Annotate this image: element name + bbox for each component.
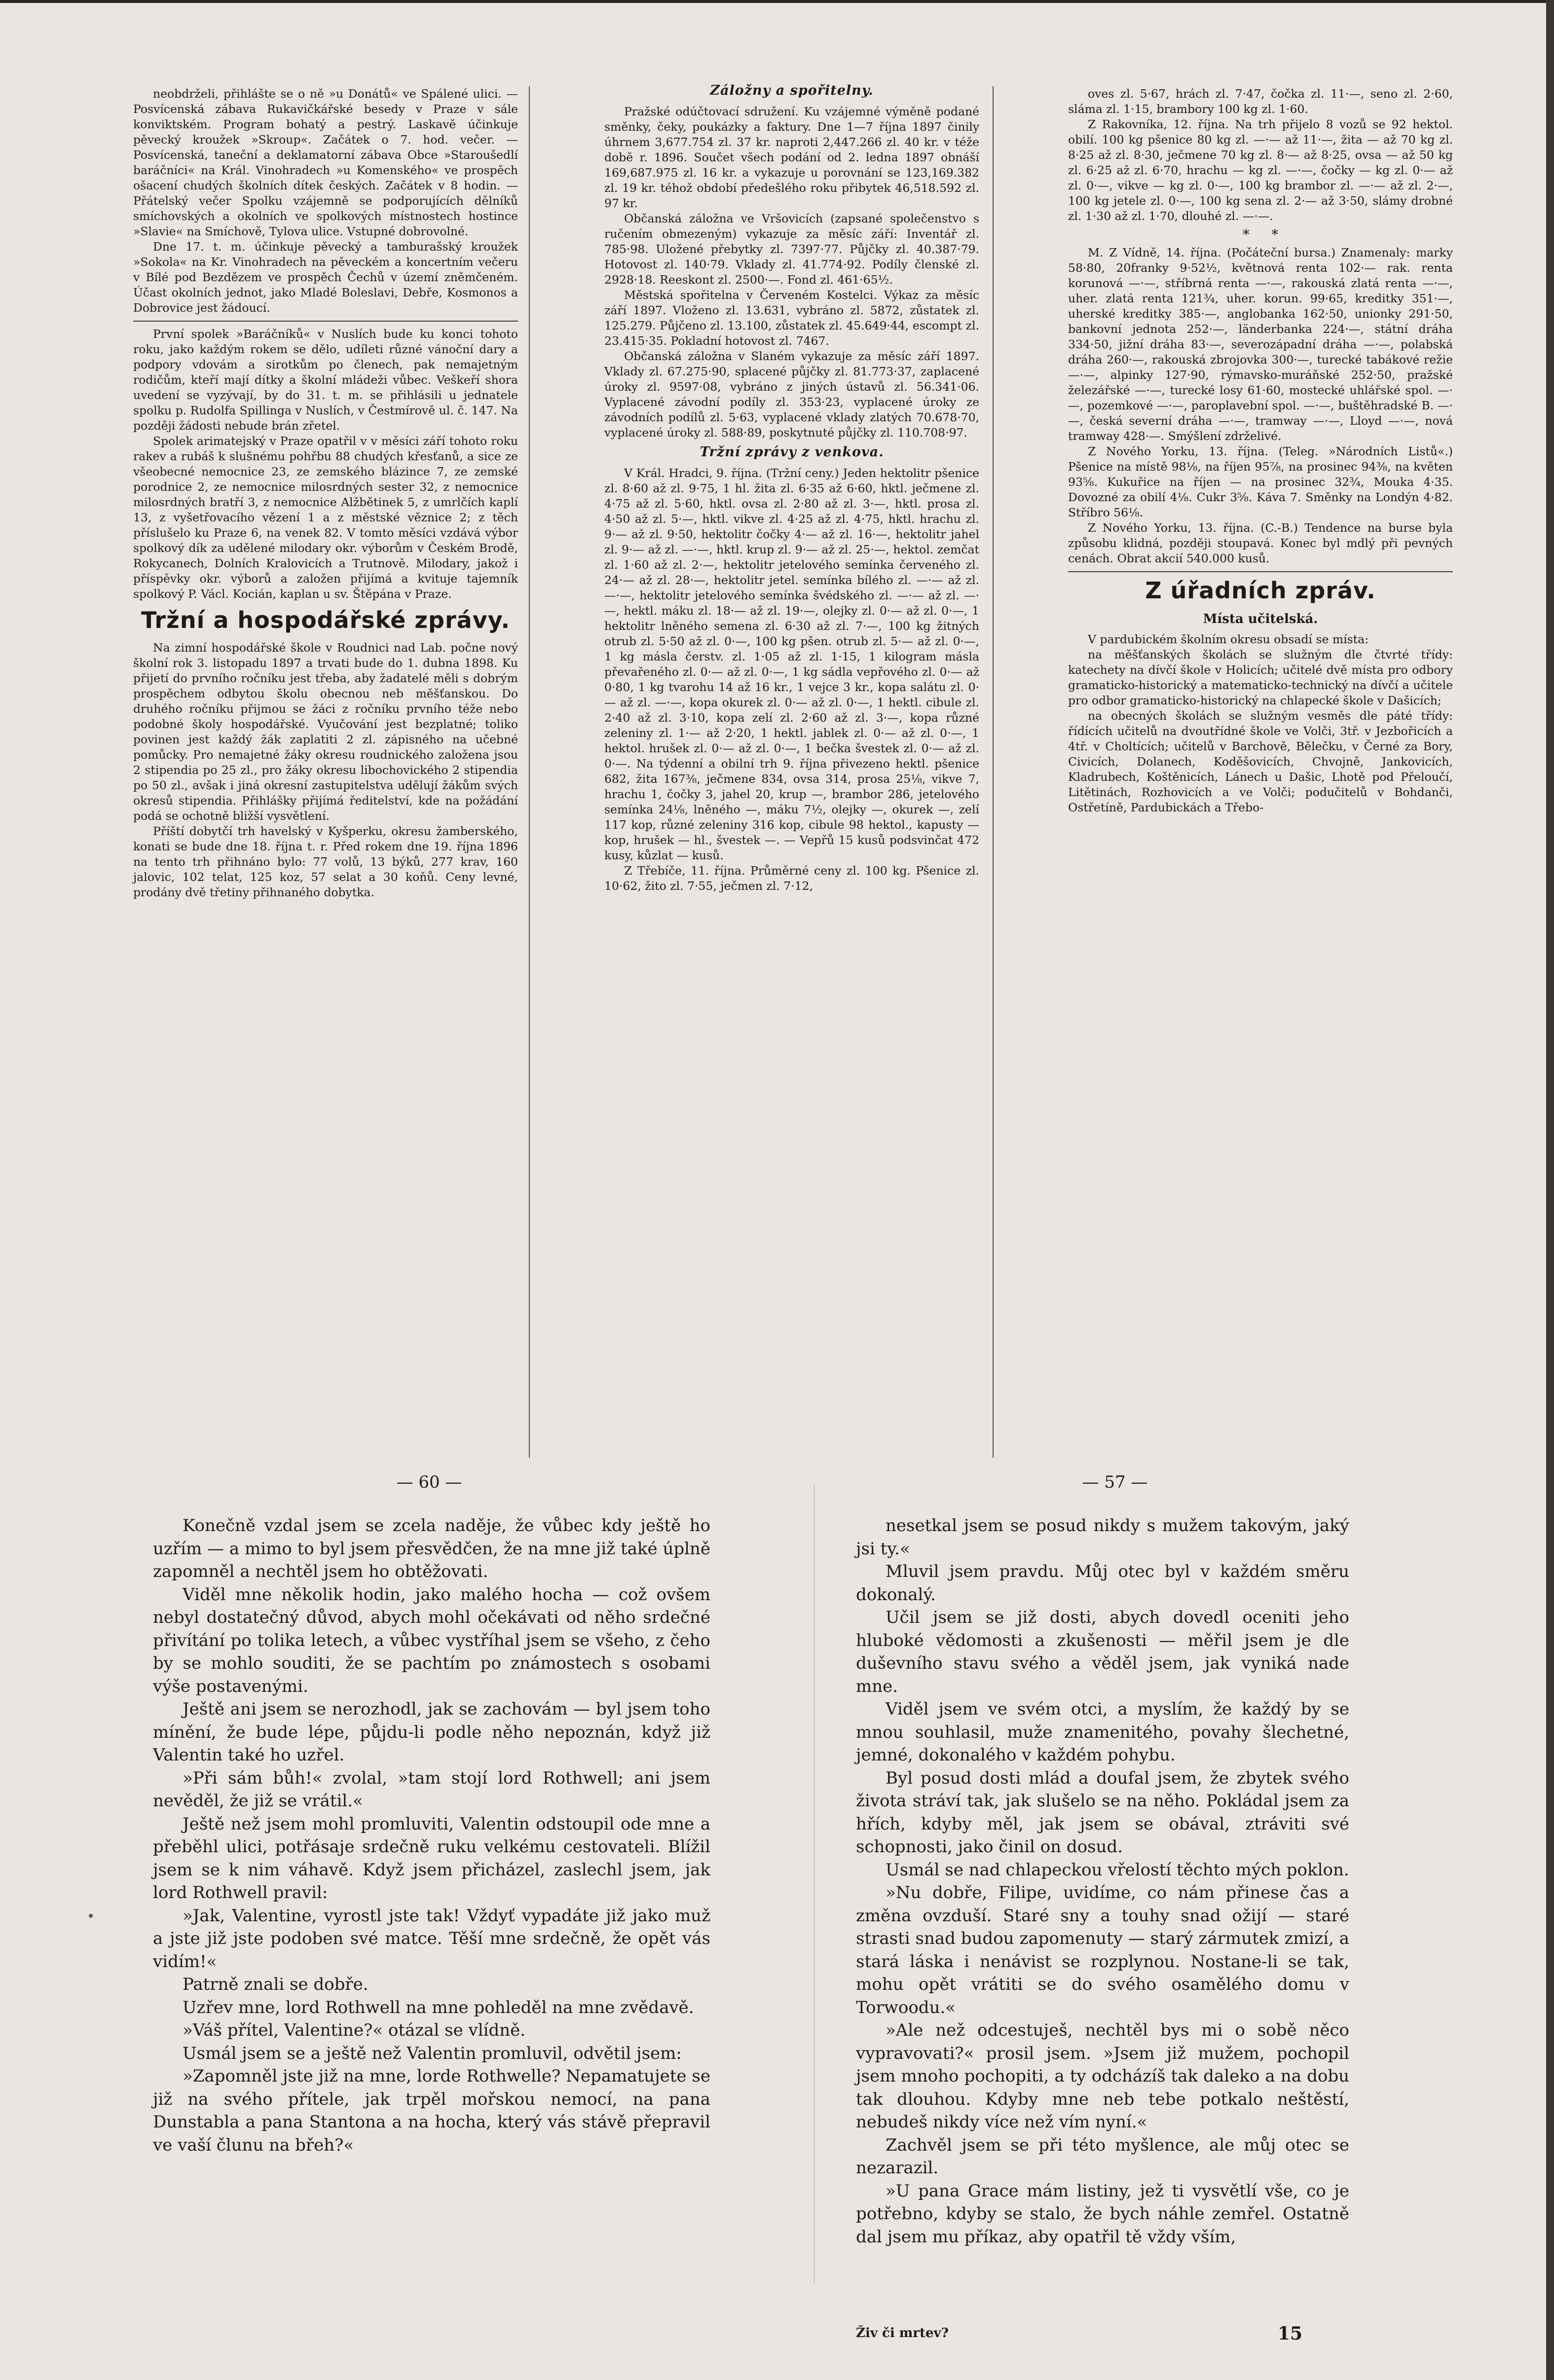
paragraph: »Váš přítel, Valentine?« otázal se vlídně.	[183, 2020, 526, 2040]
separator-stars: * *	[1242, 226, 1279, 243]
paragraph: neobdrželi, přihlášte se o ně »u Donátů« ve Spálené ulici. — Posvícenská zábava Rukavičkářské besedy v Praze v sále konviktském. Program bohatý a pestrý. Laskavě účinkuje pěvecký kroužek »Skroup«. Začátek o 7. hod. večer. — Posvícenská, taneční a deklamatorní zábava Obce »Staroušedlí baráčníci« na Král. Vinohradech »u Komenského« ve prospěch ošacení chudých školních dítek českých. Začátek v 8 hodin. — Přátelský večer Spolku vzájemně se podporujících dělníků smíchovských a okolních ve spolkových místnostech hostince »Slavie« na Smíchově, Tylova ulice. Vstupné dobrovolné.	[133, 87, 518, 238]
subheading: Místa učitelská.	[1203, 612, 1318, 626]
novel-page-right	[856, 1514, 1349, 2323]
paragraph: Usmál jsem se a ještě než Valentin promluvil, odvětil jsem:	[183, 2043, 682, 2063]
paragraph: Viděl mne několik hodin, jako malého hocha — což ovšem nebyl dostatečný důvod, abych mohl očekávati od něho srdečné přivítání po tolika letech, a vůbec vystříhal jsem se všeho, z čeho by se mohlo souditi, že se pachtím po známostech s osobami výše postavenými.	[153, 1584, 710, 1696]
paragraph: oves zl. 5·67, hrách zl. 7·47, čočka zl. 11·—, seno zl. 2·60, sláma zl. 1·15, brambory 100 kg zl. 1·60.	[1068, 87, 1453, 116]
paragraph: »Ale než odcestuješ, nechtěl bys mi o sobě něco vypravovati?« prosil jsem. »Jsem již mužem, pochopil jsem mnoho pochopiti, a ty odcházíš tak daleko a na dobu tak dlouhou. Kdyby mne neb tebe potkalo neštěstí, nebudeš nikdy více než vím nyní.«	[856, 2020, 1349, 2132]
paragraph: Z Třebíče, 11. října. Průměrné ceny zl. 100 kg. Pšenice zl. 10·62, žito zl. 7·55, ječmen zl. 7·12,	[604, 864, 979, 893]
novel-page-left	[153, 1514, 710, 2353]
paragraph: Příští dobytčí trh havelský v Kyšperku, okresu žamberského, konati se bude dne 18. října t. r. Před rokem dne 19. října 1896 na tento trh přihnáno bylo: 77 volů, 13 býků, 277 krav, 160 jalovic, 102 telat, 125 koz, 57 selat a 30 koňů. Ceny levné, prodány dvě třetiny přihnaného dobytka.	[133, 824, 518, 899]
paragraph: V Král. Hradci, 9. října. (Tržní ceny.) Jeden hektolitr pšenice zl. 8·60 až zl. 9·75, 1 hl. žita zl. 6·35 až 6·60, hktl. ječmene zl. 4·75 až zl. 5·60, hktl. ovsa zl. 2·80 až zl. 3·—, hktl. prosa zl. 4·50 až zl. 5·—, hktl. vikve zl. 4·25 až zl. 4·75, hktl. hrachu zl. 9·— až zl. 9·50, hektolitr čočky 4·— až zl. 16·—, hektolitr jahel zl. 9·— až zl. —·—, hktl. krup zl. 9·— až zl. 25·—, hektol. zemčat zl. 1·60 až zl. 2·—, hektolitr jetelového semínka červeného zl. 24·— až zl. 28·—, hektolitr jetel. semínka bílého zl. —·— až zl. —·—, hektolitr jetelového semínka švédského zl. —·— až zl. —·—, hektl. máku zl. 18·— až zl. 19·—, olejky zl. 0·— až zl. 0·—, 1 hektolitr lněného semena zl. 6·30 až zl. 7·—, 100 kg žitných otrub zl. 5·50 až zl. 0·—, 100 kg pšen. otrub zl. 5·— až zl. 0·—, 1 kg másla čerstv. zl. 1·05 až zl. 1·15, 1 kilogram másla převařeného zl. 0·— až zl. 0·—, 1 kg sádla vepřového zl. 0·— až 0·80, 1 kg tvarohu 14 až 16 kr., 1 vejce 3 kr., kopa salátu zl. 0·— až zl. —·—, kopa okurek zl. 0·— až zl. 0·—, 1 hektl. cibule zl. 2·40 až zl. 3·10, kopa zelí zl. 2·60 až zl. 3·—, kopa různé zeleniny zl. 1·— až 2·20, 1 hektl. jablek zl. 0·— až zl. 0·—, 1 hektol. hrušek zl. 0·— až zl. 0·—, 1 bečka švestek zl. 0·— až zl. 0·—. Na týdenní a obilní trh 9. října přivezeno hektl. pšenice 682, žita 167⅜, ječmene 834, ovsa 314, prosa 25⅛, vikve 7, hrachu 1, čočky 3, jahel 20, krup —, brambor 286, jetelového semínka 24⅛, lněného —, máku 7½, olejky —, okurek —, zelí 117 kop, různé zeleniny 316 kop, cibule 98 hektol., kapusty — kop, hrušek — hl., švestek —. — Vepřů 15 kusů podsvinčat 472 kusy, kůzlat — kusů.	[604, 466, 979, 862]
paragraph: První spolek »Baráčníků« v Nuslích bude ku konci tohoto roku, jako každým rokem se dělo, udíleti různé vánoční dary a podpory vdovám a sirotkům po členech, pak nemajetným rodičům, kteří mají dítky a školní mládeži vůbec. Veškeří shora uvedení se vyzývají, by do 31. t. m. se přihlásili u jednatele spolku p. Rudolfa Spillinga v Nuslích, v Čestmírově ul. č. 147. Na později žádosti nebude brán zřetel.	[133, 327, 518, 433]
paragraph: Učil jsem se již dosti, abych dovedl oceniti jeho hluboké vědomosti a zkušenosti — měřil jsem je dle duševního stavu svého a věděl jsem, jak vyniká nade mne.	[856, 1608, 1349, 1696]
page-number-right: — 57 —	[1082, 1472, 1148, 1492]
divider	[133, 321, 518, 322]
paragraph: Pražské odúčtovací sdružení. Ku vzájemné výměně podané směnky, čeky, poukázky a faktury. Dne 1—7 října 1897 činily úhrnem 3,677.754 zl. 37 kr. naproti 2,447.266 zl. 40 kr. v téže době r. 1896. Součet všech podání od 2. ledna 1897 obnáší 169,687.975 zl. 16 kr. a vykazuje u porovnání se 123,169.382 zl. 19 kr. téhož období předešlého roku přibytek 46,518.592 zl. 97 kr.	[604, 105, 979, 210]
paragraph: »Jak, Valentine, vyrostl jste tak! Vždyť vypadáte již jako muž a jste již jste podoben své matce. Těší mne srdečně, že opět vás vidím!«	[153, 1905, 710, 1972]
paragraph: Dne 17. t. m. účinkuje pěvecký a tamburašský kroužek »Sokola« na Kr. Vinohradech na pěveckém a koncertním večeru v Bílé pod Bezdězem ve prospěch Čechů v území zněmčeném. Účast okolních jednot, jako Mladé Boleslavi, Debře, Kosmonos a Dobrovice jest žádoucí.	[133, 240, 518, 315]
paragraph: Byl posud dosti mlád a doufal jsem, že zbytek svého života stráví tak, jak slušelo se na něho. Pokládal jsem za hřích, kdyby měl, jak jsem se obával, ztráviti své schopnosti, jako činil on dosud.	[856, 1768, 1349, 1857]
section-heading: Tržní zprávy z venkova.	[700, 444, 884, 460]
paragraph: Občanská záložna ve Vršovicích (zapsané společenstvo s ručením obmezeným) vykazuje za měsíc září: Inventář zl. 785·98. Uložené přebytky zl. 7397·77. Půjčky zl. 40.387·79. Hotovost zl. 140·79. Vklady zl. 41.774·92. Podíly členské zl. 2928·18. Reeskont zl. 2500·—. Fond zl. 461·65½.	[604, 212, 979, 287]
news-column-2	[604, 79, 979, 1426]
column-rule	[529, 86, 530, 1458]
scan-edge-right	[1546, 0, 1554, 2380]
divider	[1068, 571, 1453, 572]
news-column-3	[1068, 86, 1453, 1433]
paragraph: Na zimní hospodářské škole v Roudnici nad Lab. počne nový školní rok 3. listopadu 1897 a trvati bude do 1. dubna 1898. Ku přijetí do prvního ročníku jest třeba, aby žadatelé měli s dobrým prospěchem odbytou školu obecnou neb měšťanskou. Do druhého ročníku přijmou se žáci z ročníku prvního téže nebo podobné školy hospodářské. Vyučování jest bezplatné; toliko povinen jest každý žák zaplatiti 2 zl. zápisného na učebné pomůcky. Pro nemajetné žáky okresu roudnického založena jsou 2 stipendia po 25 zl., pro žáky okresu libochovického 2 stipendia po 50 zl., avšak i jiná okresní zastupitelstva udělují žákům svých okresů stipendia. Přihlášky přijímá ředitelství, kde na požádání podá se ochotně bližší vysvětlení.	[133, 641, 518, 823]
paragraph: Usmál se nad chlapeckou vřelostí těchto mých poklon.	[886, 1860, 1349, 1880]
page-number: 15	[1278, 2323, 1303, 2344]
section-heading: Z úřadních zpráv.	[1145, 577, 1376, 604]
paragraph: Zachvěl jsem se při této myšlence, ale můj otec se nezarazil.	[856, 2135, 1349, 2178]
paragraph: na měšťanských školách se služným dle čtvrté třídy: katechety na dívčí škole v Holicích; učitelé dvě místa pro odbory gramaticko-historický a matematicko-technický na dívčí a učitele pro odbor gramaticko-historický na chlapecké škole v Dašicích;	[1068, 648, 1453, 707]
section-heading: Záložny a spořitelny.	[710, 83, 874, 98]
paragraph: Městská spořitelna v Červeném Kostelci. Výkaz za měsíc září 1897. Vloženo zl. 13.631, vybráno zl. 5872, zůstatek zl. 125.279. Půjčeno zl. 13.100, zůstatek zl. 45.649·44, escompt zl. 23.415·35. Pokladní hotovost zl. 7467.	[604, 288, 979, 348]
paragraph: nesetkal jsem se posud nikdy s mužem takovým, jaký jsi ty.«	[856, 1516, 1349, 1559]
paragraph: Z Nového Yorku, 13. října. (Teleg. »Národních Listů«.) Pšenice na místě 98⅛, na říjen 95⅞, na prosinec 94⅜, na květen 93⅝. Kukuřice na říjen — na prosinec 32¾, Mouka 4·35. Dovozné za obilí 4⅛. Cukr 3⅝. Káva 7. Směnky na Londýn 4·82. Stříbro 56⅛.	[1068, 444, 1453, 519]
paragraph: »Nu dobře, Filipe, uvidíme, co nám přinese čas a změna ovzduší. Staré sny a touhy snad ožijí — staré strasti snad budou zapomenuty — starý zármutek zmizí, a stará láska i nenávist se rozplynou. Nostane-li se tak, mohu opět vrátiti se do svého osamělého domu v Torwoodu.«	[856, 1883, 1349, 2017]
paragraph: M. Z Vídně, 14. října. (Počáteční bursa.) Znamenaly: marky 58·80, 20franky 9·52½, květnová renta 102·— rak. renta korunová —·—, stříbrná renta —·—, rakouská zlatá renta —·—, uher. zlatá renta 121¾, uher. korun. 99·65, kreditky 351·—, uherské kreditky 385·—, anglobanka 162·50, unionky 291·50, bankovní jednota 252·—, länderbanka 224·—, státní dráha 334·50, jižní dráha 83·—, severozápadní dráha —·—, polabská dráha 260·—, rakouská zbrojovka 300·—, turecké tabákové režie —·—, alpinky 127·90, rýmavsko-muráňské 252·50, pražské železářské —·—, turecké losy 61·60, mostecké uhlářské spol. —·—, pozemkové —·—, paroplavební spol. —·—, buštěhradské B. —·—, česká severní dráha —·—, tramway —·—, Lloyd —·—, nová tramway 428·—. Smýšlení zdrželivé.	[1068, 246, 1453, 443]
paragraph: na obecných školách se služným vesměs dle páté třídy: řídících učitelů na dvoutřídné škole ve Volči, 3tř. v Jezbořicích a 4tř. v Choltících; učitelů v Barchově, Bělečku, v Černé za Bory, Civicích, Dolanech, Koděšovicích, Chvojně, Jankovicích, Kladrubech, Koštěnicích, Lánech u Dašic, Lhotě pod Přeloučí, Litětinách, Rozhovicích a ve Volči; podučitelů v Bohdanči, Ostřetíně, Pardubickách a Třebo-	[1068, 709, 1453, 814]
scan-edge	[0, 0, 1554, 3]
section-heading: Tržní a hospodářské zprávy.	[141, 607, 510, 633]
page-number-left: — 60 —	[396, 1472, 462, 1492]
column-rule	[993, 86, 994, 1458]
paragraph: Z Nového Yorku, 13. října. (C.-B.) Tendence na burse byla způsobu klidná, později stoupavá. Konec byl mdlý při pevných cenách. Obrat akcií 540.000 kusů.	[1068, 521, 1453, 565]
news-column-1	[133, 86, 518, 899]
paragraph: Patrně znali se dobře.	[183, 1975, 369, 1994]
running-footer-title: Živ či mrtev?	[856, 2326, 949, 2341]
paragraph: Uzřev mne, lord Rothwell na mne pohleděl na mne zvědavě.	[183, 1997, 694, 2017]
paragraph: Ještě ani jsem se nerozhodl, jak se zachovám — byl jsem toho mínění, že bude lépe, půjdu-li podle něho nepoznán, když již Valentin také ho uzřel.	[153, 1699, 710, 1765]
ink-spot	[89, 1914, 93, 1918]
paragraph: »Zapomněl jste již na mne, lorde Rothwelle? Nepamatujete se již na svého přítele, jak trpěl mořskou nemocí, na pana Dunstabla a pana Stantona a na hocha, který vás stávě přepravil ve vaší člunu na břeh?«	[153, 2066, 710, 2155]
paragraph: »U pana Grace mám listiny, jež ti vysvětlí vše, co je potřebno, kdyby se stalo, že bych náhle zemřel. Ostatně dal jsem mu příkaz, aby opatřil tě vždy vším,	[856, 2181, 1349, 2247]
paragraph: Viděl jsem ve svém otci, a myslím, že každý by se mnou souhlasil, muže znamenitého, povahy šlechetné, jemné, dokonalého v každém pohybu.	[856, 1699, 1349, 1765]
paragraph: Z Rakovníka, 12. října. Na trh přijelo 8 vozů se 92 hektol. obilí. 100 kg pšenice 80 kg zl. —·— až 11·—, žita — až 70 kg zl. 8·25 až zl. 8·30, ječmene 70 kg zl. 8·— až 8·25, ovsa — až 50 kg zl. 6·25 až zl. 6·70, hrachu — kg zl. —·—, čočky — kg zl. 0·— až zl. 0·—, vikve — kg zl. 0·—, 100 kg brambor zl. —·— až zl. 2·—, 100 kg jetele zl. 0·—, 100 kg sena zl. 2·— až 3·50, slámy drobné zl. 1·30 až zl. 1·70, dlouhé zl. —·—.	[1068, 117, 1453, 223]
paragraph: Ještě než jsem mohl promluviti, Valentin odstoupil ode mne a přeběhl ulici, potřásaje srdečně ruku velkému cestovateli. Blížil jsem se k nim váhavě. Když jsem přicházel, zaslechl jsem, jak lord Rothwell pravil:	[153, 1814, 710, 1903]
paragraph: »Při sám bůh!« zvolal, »tam stojí lord Rothwell; ani jsem nevěděl, že již se vrátil.«	[153, 1768, 710, 1811]
paragraph: Mluvil jsem pravdu. Můj otec byl v každém směru dokonalý.	[856, 1562, 1349, 1605]
paragraph: Konečně vzdal jsem se zcela naděje, že vůbec kdy ještě ho uzřím — a mimo to byl jsem přesvědčen, že na mne již také úplně zapomněl a nechtěl jsem ho obtěžovati.	[153, 1516, 710, 1581]
paragraph: Spolek arimatejský v Praze opatřil v v měsíci září tohoto roku rakev a rubáš k slušnému pohřbu 88 chudých křesťanů, a sice ze všeobecné nemocnice 23, ze zemského blázince 7, ze zemské porodnice 2, ze nemocnice milosrdných sester 32, z nemocnice milosrdných bratří 3, z nemocnice Alžbětinek 5, z umrlčích kaplí 13, z vyšetřovacího vězení 1 a z městské věznice 2; z těch příslušelo ku Praze 6, na venek 82. V tomto měsíci vzdává výbor spolkový dík za udělené milodary okr. výborům v Českém Brodě, Rokycanech, Dolních Kralovicích a Trutnově. Milodary, jakož i příspěvky okr. výborů a založen přijímá a kvituje tajemník spolkový P. Václ. Kocián, kaplan u sv. Štěpána v Praze.	[133, 434, 518, 601]
paragraph: V pardubickém školním okresu obsadí se místa:	[1088, 632, 1369, 646]
paragraph: Občanská záložna v Slaném vykazuje za měsíc září 1897. Vklady zl. 67.275·90, splacené půjčky zl. 81.773·37, zaplacené úroky zl. 9597·08, vybráno z jiných ústavů zl. 56.341·06. Vyplacené závodní podíly zl. 353·23, vyplacené úroky ze závodních podílů zl. 5·63, vyplacené vklady zlatých 70.678·70, vyplacené úroky zl. 588·89, poskytnuté půjčky zl. 110.708·97.	[604, 349, 979, 439]
